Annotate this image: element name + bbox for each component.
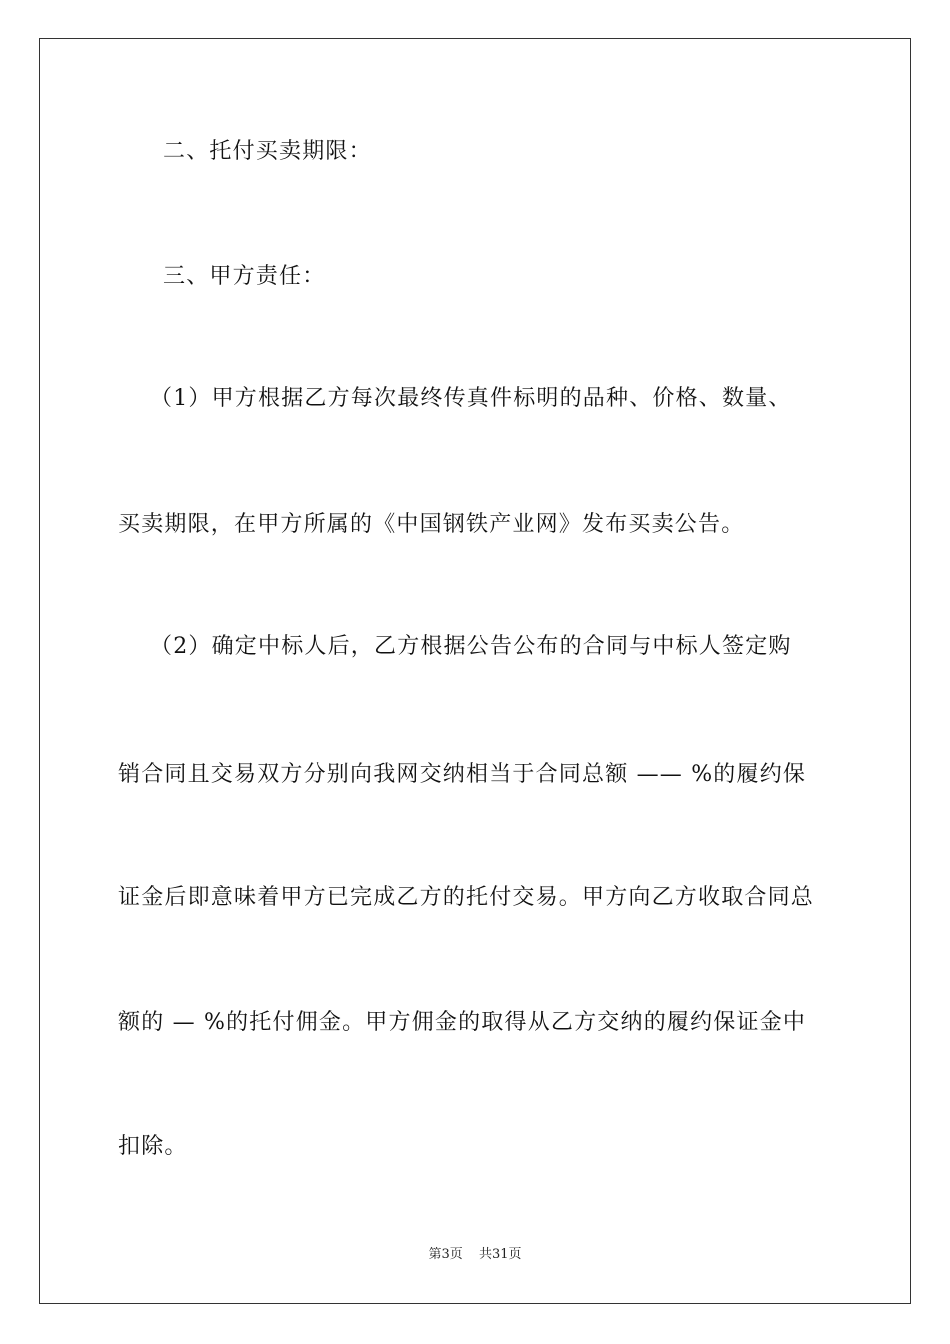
paragraph-line: 销合同且交易双方分别向我网交纳相当于合同总额 —— %的履约保 xyxy=(118,762,807,787)
paragraph-line: 证金后即意味着甲方已完成乙方的托付交易。甲方向乙方收取合同总 xyxy=(118,885,815,910)
page-total: 共31页 xyxy=(478,1247,522,1262)
paragraph-line: 扣除。 xyxy=(118,1134,188,1159)
paragraph-line: 额的 — %的托付佣金。甲方佣金的取得从乙方交纳的履约保证金中 xyxy=(118,1010,807,1035)
page-number: 第3页 xyxy=(428,1247,463,1262)
paragraph-line: （1）甲方根据乙方每次最终传真件标明的品种、价格、数量、 xyxy=(150,386,792,411)
page-footer xyxy=(0,1243,950,1262)
paragraph-line: 买卖期限，在甲方所属的《中国钢铁产业网》发布买卖公告。 xyxy=(118,512,745,537)
section-heading-term: 二、托付买卖期限： xyxy=(163,139,372,164)
paragraph-line: （2）确定中标人后，乙方根据公告公布的合同与中标人签定购 xyxy=(150,634,792,659)
page-border xyxy=(39,38,911,1304)
section-heading-responsibility: 三、甲方责任： xyxy=(163,264,326,289)
